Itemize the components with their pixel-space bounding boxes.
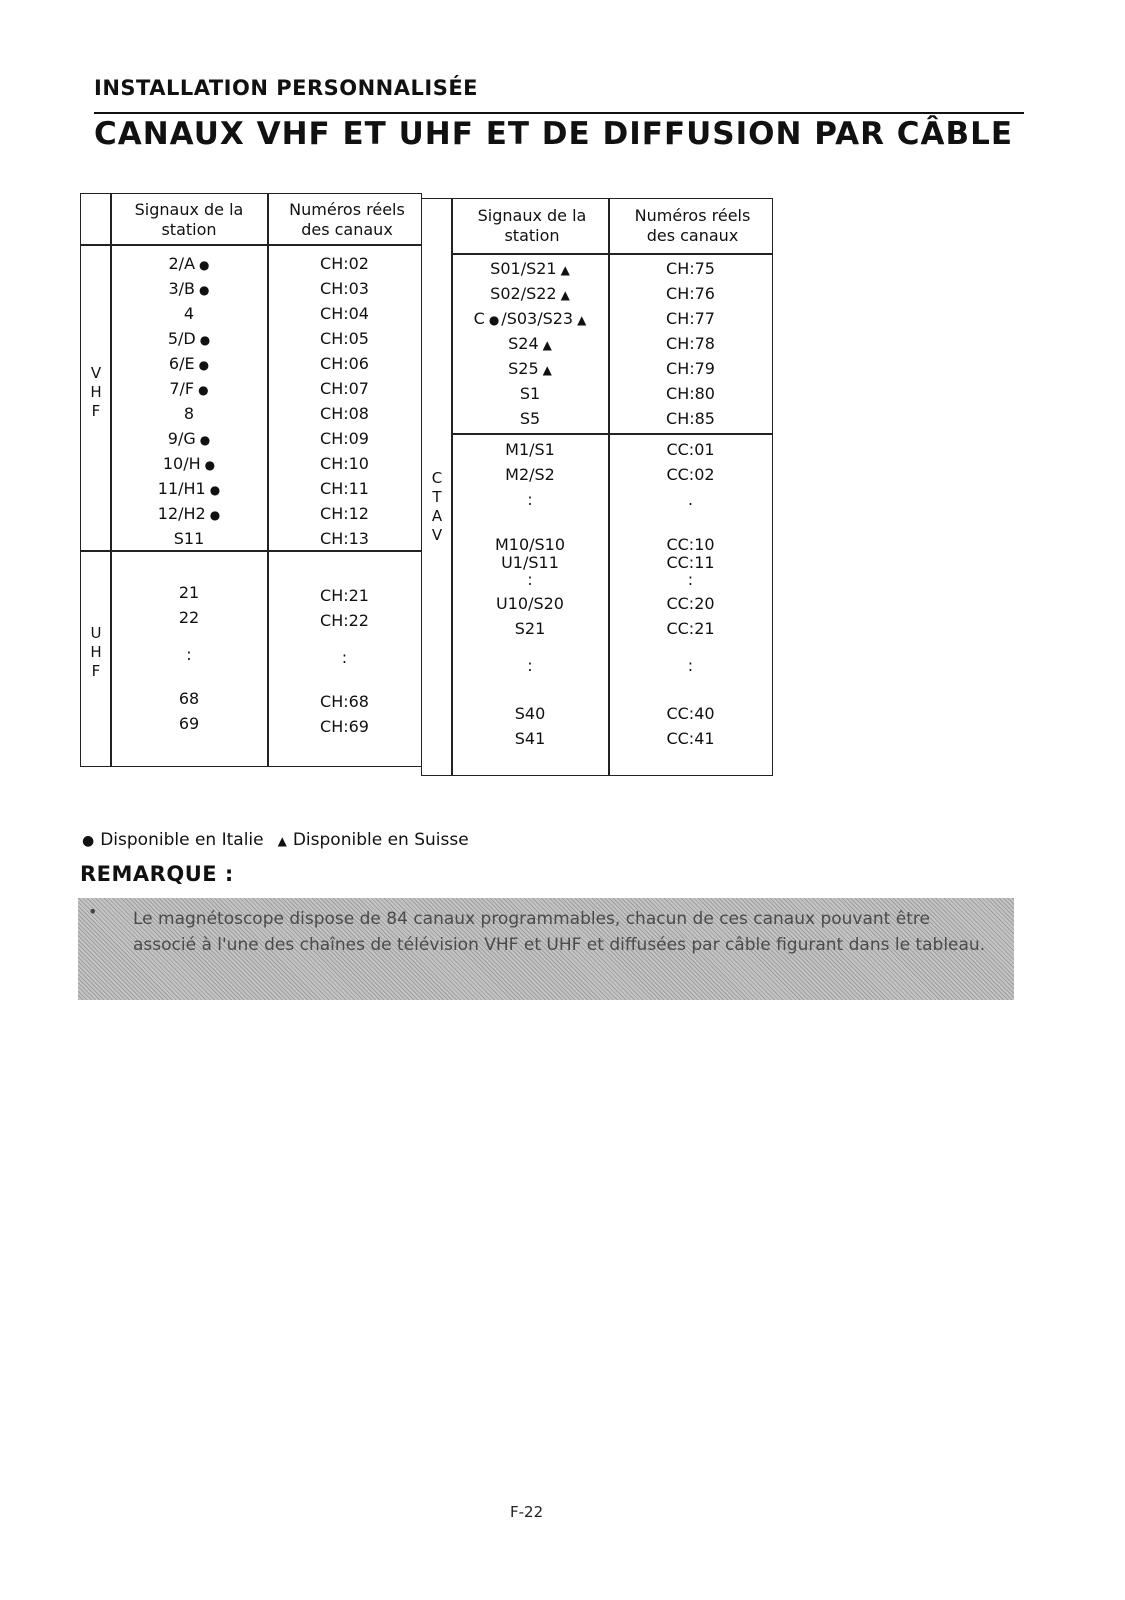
table-row: 7/F ● [169, 379, 209, 398]
swiss-triangle-icon: ▲ [277, 834, 287, 848]
table-row: S1 [519, 384, 541, 403]
col-header-channels: Numéros réels des canaux [634, 206, 751, 245]
table-row: 5/D ● [167, 329, 211, 348]
table-row: S5 [519, 409, 541, 428]
uhf-label: U H F [90, 624, 102, 680]
remark-title: REMARQUE : [80, 862, 234, 886]
col-header-channels: Numéros réels des canaux [289, 200, 405, 239]
italy-dot-icon: ● [204, 458, 216, 472]
cable-channels-top-column: CH:75 CH:76 CH:77 CH:78 CH:79 CH:80 CH:85 [666, 259, 715, 428]
swiss-triangle-icon: ▲ [560, 288, 570, 302]
title-rule [94, 112, 1024, 114]
table-row: C ● /S03/S23 ▲ [473, 309, 587, 328]
table-row: S02/S22 ▲ [490, 284, 570, 303]
legend [82, 830, 469, 850]
italy-dot-icon: ● [199, 433, 211, 447]
vhf-label: V H F [90, 364, 102, 420]
table-row: S25 ▲ [508, 359, 552, 378]
table-row: 6/E ● [168, 354, 210, 373]
italy-dot-icon: ● [198, 383, 209, 397]
table-row: 8 [183, 404, 195, 423]
catv-label: C T A V [431, 469, 443, 544]
uhf-signals-column: 21 22 : 68 69 [178, 583, 200, 733]
italy-dot-icon: ● [209, 483, 221, 497]
vhf-channels-column: CH:02 CH:03 CH:04 CH:05 CH:06 CH:07 CH:08 CH:09 CH:10 CH:11 CH:12 CH:13 [320, 254, 369, 548]
cable-channels-bottom-column: CC:01 CC:02 . CC:10 CC:11 : CC:20 CC:21 : CC:40 CC:41 [666, 440, 715, 748]
vhf-signals-column [111, 251, 267, 551]
col-header-signals: Signaux de la station [477, 206, 587, 245]
italy-dot-icon: ● [82, 833, 95, 849]
legend-italy: Disponible en Italie [100, 830, 264, 850]
table-row: S01/S21 ▲ [490, 259, 570, 278]
legend-swiss: Disponible en Suisse [292, 830, 469, 850]
table-row: 9/G ● [167, 429, 211, 448]
table-row: 4 [183, 304, 195, 323]
italy-dot-icon: ● [198, 358, 210, 372]
cable-signals-bottom-column: M1/S1 M2/S2 : M10/S10 U1/S11 : U10/S20 S21 : S40 S41 [494, 440, 566, 748]
remark-bullet: • [88, 902, 98, 921]
swiss-triangle-icon: ▲ [542, 338, 552, 352]
uhf-channels-column: CH:21 CH:22 : CH:68 CH:69 [320, 586, 369, 736]
table-row: 11/H1 ● [157, 479, 221, 498]
italy-dot-icon: ● [199, 283, 210, 297]
table-row: 2/A ● [168, 254, 210, 273]
italy-dot-icon: ● [199, 333, 211, 347]
table-row: S11 [173, 529, 205, 548]
table-row: S24 ▲ [508, 334, 552, 353]
table-row: 12/H2 ● [157, 504, 221, 523]
swiss-triangle-icon: ▲ [542, 363, 552, 377]
swiss-triangle-icon: ▲ [577, 313, 587, 327]
col-header-signals: Signaux de la station [134, 200, 244, 239]
section-label: INSTALLATION PERSONNALISÉE [94, 76, 479, 100]
catv-table [421, 198, 773, 776]
page-number: F-22 [510, 1503, 544, 1521]
swiss-triangle-icon: ▲ [560, 263, 570, 277]
table-row: 3/B ● [168, 279, 210, 298]
italy-dot-icon: ● [199, 258, 210, 272]
vhf-uhf-table [80, 193, 422, 767]
italy-dot-icon: ● [488, 313, 500, 327]
cable-signals-top-column [452, 256, 608, 431]
table-row: 10/H ● [162, 454, 216, 473]
remark-text: Le magnétoscope dispose de 84 canaux programmables, chacun de ces canaux pouvant être associé à l'une des chaînes de télévision VHF et UHF et diffusées par câble figurant dans le tableau. [133, 909, 986, 955]
page-title: CANAUX VHF ET UHF ET DE DIFFUSION PAR CÂBLE [94, 116, 1014, 152]
italy-dot-icon: ● [209, 508, 221, 522]
